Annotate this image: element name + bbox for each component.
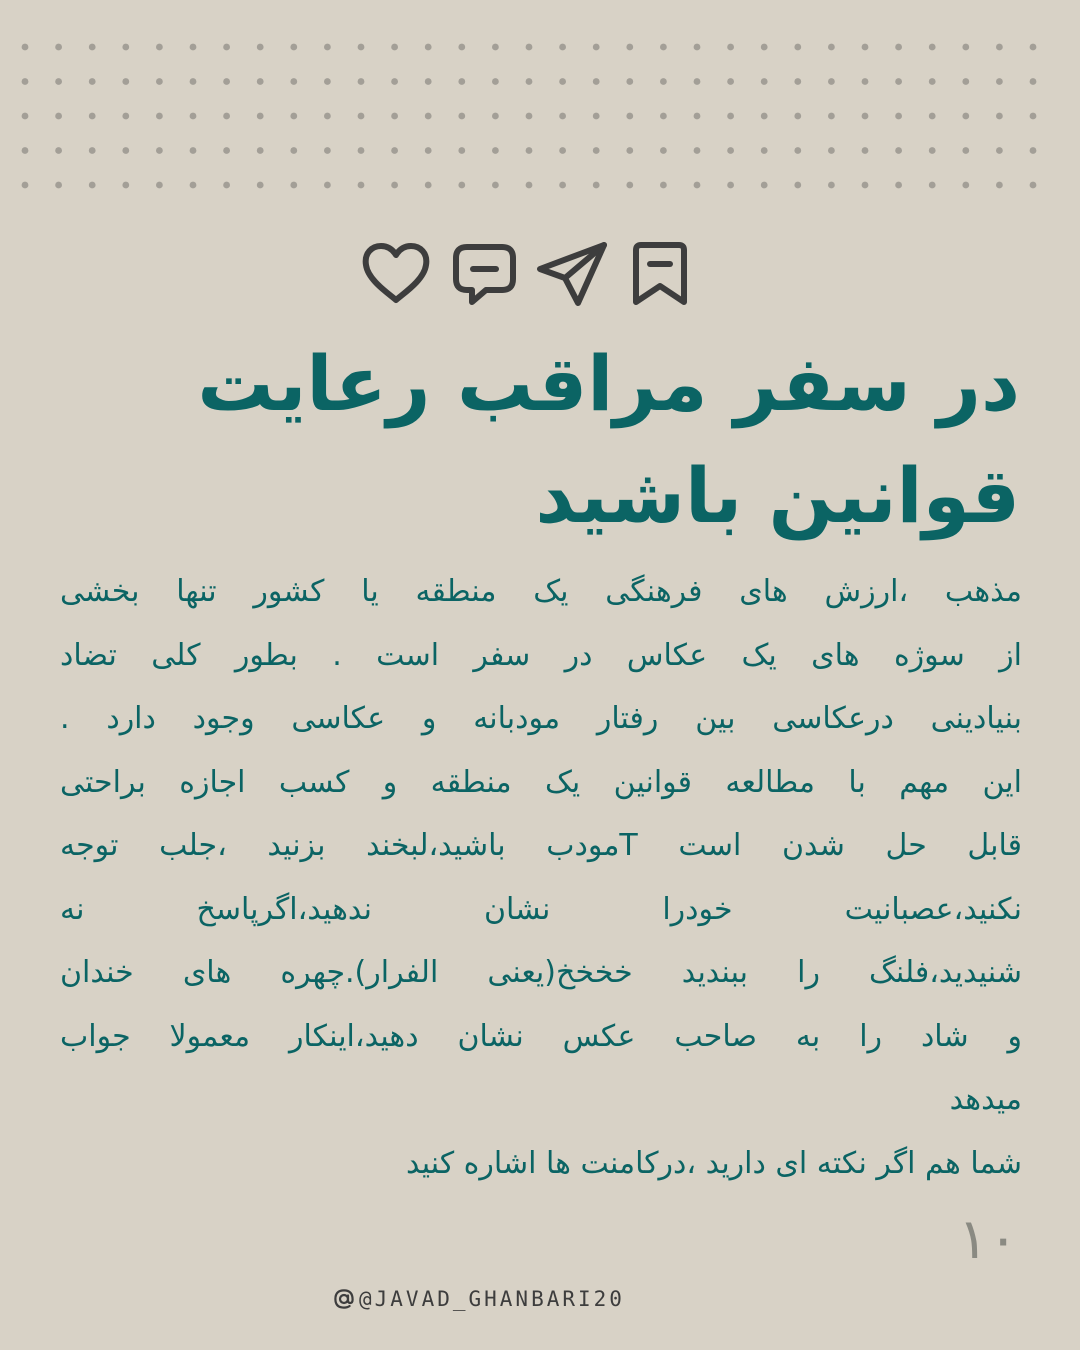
decorative-dot (593, 78, 600, 85)
decorative-dot (290, 182, 297, 189)
decorative-dot (22, 113, 29, 120)
post-title (120, 328, 1020, 552)
decorative-dot (290, 113, 297, 120)
decorative-dot (559, 182, 566, 189)
decorative-dot (223, 113, 230, 120)
at-sign-icon (333, 1288, 355, 1310)
decorative-dot (593, 182, 600, 189)
decorative-dot (1030, 113, 1037, 120)
decorative-dot (761, 113, 768, 120)
decorative-dot (22, 147, 29, 154)
body-line-6: نکنید،عصبانیت خودرا نشان ندهید،اگرپاسخ نه (60, 891, 1022, 927)
decorative-dot (122, 44, 129, 51)
decorative-dot (492, 182, 499, 189)
decorative-dot (996, 78, 1003, 85)
decorative-dot (190, 44, 197, 51)
post-action-icons (358, 238, 698, 310)
decorative-dot (794, 78, 801, 85)
decorative-dot (425, 147, 432, 154)
decorative-dot (727, 182, 734, 189)
decorative-dot (694, 44, 701, 51)
decorative-dot (526, 113, 533, 120)
decorative-dot (996, 113, 1003, 120)
decorative-dot (492, 113, 499, 120)
decorative-dot (694, 78, 701, 85)
decorative-dot (55, 44, 62, 51)
body-line-5: قابل حل شدن است Tمودب باشید،لبخند بزنید ،جلب توجه (60, 828, 1022, 863)
decorative-dot (794, 147, 801, 154)
decorative-dot (122, 147, 129, 154)
decorative-dot (190, 147, 197, 154)
decorative-dot (190, 182, 197, 189)
decorative-dot (257, 182, 264, 189)
decorative-dot (996, 182, 1003, 189)
decorative-dot (156, 78, 163, 85)
decorative-dot (391, 44, 398, 51)
decorative-dot (492, 78, 499, 85)
decorative-dot (391, 182, 398, 189)
decorative-dot (223, 44, 230, 51)
decorative-dot (593, 113, 600, 120)
decorative-dot (122, 78, 129, 85)
decorative-dot (828, 113, 835, 120)
decorative-dot (929, 44, 936, 51)
decorative-dot (458, 147, 465, 154)
decorative-dot (727, 78, 734, 85)
decorative-dot (526, 44, 533, 51)
decorative-dot (358, 78, 365, 85)
decorative-dot (290, 147, 297, 154)
instagram-handle-text: @JAVAD_GHANBARI20 (359, 1287, 625, 1311)
decorative-dot (55, 78, 62, 85)
decorative-dot (1030, 78, 1037, 85)
decorative-dot (458, 44, 465, 51)
decorative-dot (761, 78, 768, 85)
decorative-dot (1030, 44, 1037, 51)
bookmark-icon (622, 239, 698, 309)
decorative-dot (324, 147, 331, 154)
decorative-dot (761, 44, 768, 51)
decorative-dot (89, 44, 96, 51)
decorative-dot (828, 44, 835, 51)
decorative-dot (996, 147, 1003, 154)
body-text (60, 560, 1022, 1195)
decorative-dot (593, 44, 600, 51)
decorative-dot (626, 182, 633, 189)
decorative-dot (694, 113, 701, 120)
decorative-dot (660, 44, 667, 51)
decorative-dot (828, 182, 835, 189)
decorative-dot (828, 147, 835, 154)
heart-icon (358, 239, 434, 309)
decorative-dot (794, 44, 801, 51)
decorative-dot (559, 78, 566, 85)
decorative-dot (929, 78, 936, 85)
decorative-dot (122, 113, 129, 120)
decorative-dot (828, 78, 835, 85)
decorative-dot (156, 182, 163, 189)
decorative-dot (257, 44, 264, 51)
decorative-dot (492, 147, 499, 154)
decorative-dot (223, 147, 230, 154)
decorative-dot (425, 182, 432, 189)
decorative-dot (895, 44, 902, 51)
decorative-dot (794, 182, 801, 189)
decorative-dot (862, 113, 869, 120)
decorative-dot (862, 147, 869, 154)
decorative-dot (895, 113, 902, 120)
decorative-dot (391, 113, 398, 120)
decorative-dot (425, 78, 432, 85)
decorative-dot (962, 78, 969, 85)
decorative-dot (22, 44, 29, 51)
decorative-dot (1030, 147, 1037, 154)
decorative-dot (593, 147, 600, 154)
decorative-dot (660, 182, 667, 189)
decorative-dot (761, 147, 768, 154)
decorative-dot (660, 113, 667, 120)
body-line-3: بنیادینی درعکاسی بین رفتار مودبانه و عکاسی وجود دارد . (60, 701, 1022, 736)
decorative-dot (962, 147, 969, 154)
decorative-dot (727, 147, 734, 154)
decorative-dot (290, 44, 297, 51)
decorative-dot (862, 44, 869, 51)
decorative-dot (55, 147, 62, 154)
decorative-dot (122, 182, 129, 189)
body-line-7: شنیدید،فلنگ را ببندید خخخخ(یعنی الفرار).چهره های خندان (60, 955, 1022, 990)
decorative-dot (727, 113, 734, 120)
decorative-dot (425, 113, 432, 120)
decorative-dot (290, 78, 297, 85)
decorative-dot (929, 113, 936, 120)
decorative-dot (660, 78, 667, 85)
body-line-4: این مهم با مطالعه قوانین یک منطقه و کسب اجازه براحتی (60, 764, 1022, 800)
decorative-dot (694, 147, 701, 154)
decorative-dot (559, 44, 566, 51)
decorative-dot (358, 182, 365, 189)
decorative-dot (257, 78, 264, 85)
decorative-dot (358, 113, 365, 120)
decorative-dot (862, 182, 869, 189)
decorative-dot (1030, 182, 1037, 189)
decorative-dot (626, 147, 633, 154)
decorative-dot (492, 44, 499, 51)
decorative-dot (89, 147, 96, 154)
decorative-dot (526, 182, 533, 189)
decorative-dot (324, 78, 331, 85)
decorative-dot (626, 113, 633, 120)
decorative-dot (55, 182, 62, 189)
decorative-dot (727, 44, 734, 51)
decorative-dot (55, 113, 62, 120)
body-line-10: شما هم اگر نکته ای دارید ،درکامنت ها اشاره کنید (406, 1145, 1022, 1181)
decorative-dot (559, 147, 566, 154)
decorative-dot (761, 182, 768, 189)
decorative-dot (190, 113, 197, 120)
decorative-dot (22, 182, 29, 189)
decorative-dot (458, 78, 465, 85)
decorative-dot (156, 44, 163, 51)
decorative-dot (458, 182, 465, 189)
decorative-dot (358, 44, 365, 51)
dot-grid-decoration (10, 35, 1070, 195)
decorative-dot (626, 44, 633, 51)
decorative-dot (89, 78, 96, 85)
decorative-dot (22, 78, 29, 85)
decorative-dot (526, 147, 533, 154)
decorative-dot (526, 78, 533, 85)
body-line-9: میدهد (949, 1082, 1022, 1117)
decorative-dot (257, 147, 264, 154)
decorative-dot (89, 113, 96, 120)
post-title-line-2: قوانین باشید (535, 451, 1020, 540)
decorative-dot (425, 44, 432, 51)
decorative-dot (458, 113, 465, 120)
decorative-dot (962, 182, 969, 189)
decorative-dot (223, 182, 230, 189)
decorative-dot (156, 113, 163, 120)
decorative-dot (929, 182, 936, 189)
send-icon (534, 239, 610, 309)
decorative-dot (694, 182, 701, 189)
decorative-dot (996, 44, 1003, 51)
decorative-dot (156, 147, 163, 154)
comment-icon (446, 239, 522, 309)
decorative-dot (895, 147, 902, 154)
decorative-dot (324, 44, 331, 51)
decorative-dot (559, 113, 566, 120)
decorative-dot (391, 147, 398, 154)
decorative-dot (962, 113, 969, 120)
decorative-dot (660, 147, 667, 154)
decorative-dot (391, 78, 398, 85)
instagram-handle (333, 1284, 625, 1314)
decorative-dot (626, 78, 633, 85)
body-line-8: و شاد را به صاحب عکس نشان دهید،اینکار معمولا جواب (60, 1018, 1022, 1054)
decorative-dot (324, 113, 331, 120)
decorative-dot (324, 182, 331, 189)
decorative-dot (895, 78, 902, 85)
decorative-dot (862, 78, 869, 85)
decorative-dot (223, 78, 230, 85)
decorative-dot (962, 44, 969, 51)
decorative-dot (929, 147, 936, 154)
decorative-dot (358, 147, 365, 154)
decorative-dot (794, 113, 801, 120)
decorative-dot (89, 182, 96, 189)
decorative-dot (257, 113, 264, 120)
body-line-1: مذهب ،ارزش های فرهنگی یک منطقه یا کشور تنها بخشی (60, 574, 1022, 609)
page-number: ۱۰ (958, 1207, 1019, 1272)
body-line-2: از سوژه های یک عکاس در سفر است . بطور کلی تضاد (60, 637, 1022, 673)
decorative-dot (895, 182, 902, 189)
post-title-line-1: در سفر مراقب رعایت (197, 339, 1020, 428)
decorative-dot (190, 78, 197, 85)
